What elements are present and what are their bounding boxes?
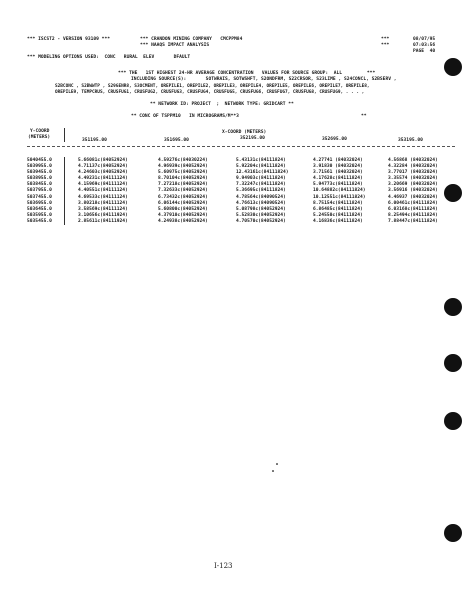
table-cell: 4.24938c(84052924) (158, 218, 208, 224)
y-value: 5035455.0 (27, 218, 52, 224)
table-cell: 4.24603c(84052924) (78, 170, 128, 176)
concentration-units: ** CONC OF TSPPM10 IN MICROGRAMS/M**3 (131, 114, 239, 119)
page-footer: I-123 (214, 562, 233, 570)
xcoord-header: X-COORD (METERS) (222, 130, 267, 135)
table-cell: 7.27218c(84052924) (158, 182, 208, 188)
scan-speck (276, 463, 278, 465)
ycoord-header: Y-COORD (30, 129, 50, 134)
table-cell: 4.70570c(84052924) (236, 218, 286, 224)
table-cell: 6.03168c(84111824) (388, 206, 438, 212)
table-cell: 3.91830 (84032024) (313, 164, 363, 170)
y-value: 5035955.0 (27, 212, 52, 218)
table-cell: 4.17628c(84111824) (313, 176, 363, 182)
table-cell: 4.59276c(84030224) (158, 158, 208, 163)
table-cell: 3.77017 (84032024) (388, 170, 438, 176)
table-cell: 4.71137c(84052924) (78, 164, 128, 170)
table-cell: 4.16836c(84111824) (313, 218, 363, 224)
table-cell: 5.52830c(84052924) (236, 212, 286, 218)
row-separator (64, 157, 65, 225)
concentration-units-stars: ** (361, 114, 367, 119)
source-list-line-3: OREPILE9, TEMPCRUS, CRUSFUG1, CRUSFUG2, CRUSFUG3, CRUSFUG4, CRUSFUG5, CRUSFUG6, CRUSFUG7, CRUSFUG8, CRUSFUG9, . . . , (55, 90, 365, 95)
x-value-5: 353195.00 (398, 138, 423, 143)
y-value: 5038955.0 (27, 176, 52, 182)
table-cell: 3.80218c(84111124) (78, 200, 128, 206)
x-value-3: 352195.00 (240, 136, 265, 141)
table-cell: 5.60800c(84052924) (158, 206, 208, 212)
table-cell: 12.43161c(84111824) (236, 170, 289, 176)
table-cell: 7.88447c(84111824) (388, 218, 438, 224)
data-column-2 (158, 158, 208, 225)
table-cell: 5.60975c(84052924) (158, 170, 208, 176)
punch-hole (444, 184, 462, 202)
table-cell: 5.43131c(84111824) (236, 158, 286, 163)
source-list-line-2: S2BCONC , S2BWWTP , S29GENR8, S3OCMENT, OREPILE1, OREPILE2, OREPILE3, OREPILE4, OREPILE5, OREPILE6, OREPILE7, OREPILE8, (55, 84, 370, 89)
table-cell: 4.49231c(84111124) (78, 176, 128, 182)
analysis-title: *** NAAQS IMPACT ANALYSIS (140, 43, 210, 48)
table-cell: 7.32633c(84052924) (158, 188, 208, 194)
table-cell: 8.70104c(84052924) (158, 176, 208, 182)
scan-speck (272, 470, 274, 472)
table-cell: 3.20669 (84032024) (388, 182, 438, 188)
y-value: 5040455.0 (27, 158, 52, 163)
punch-hole (444, 524, 462, 542)
network-info: ** NETWORK ID: PROJECT ; NETWORK TYPE: GRIDCART ** (150, 102, 294, 107)
header-rule (27, 146, 455, 147)
table-cell: 8.75154c(84111824) (313, 200, 363, 206)
table-cell: 4.96939c(84052924) (158, 164, 208, 170)
table-cell: 6.06144c(84052924) (158, 200, 208, 206)
program-version: *** ISCST2 - VERSION 93109 *** (27, 37, 110, 42)
table-cell: 3.10656c(84111924) (78, 212, 128, 218)
table-cell: 8.25494c(84111824) (388, 212, 438, 218)
table-cell: 4.76613c(84090524) (236, 200, 286, 206)
table-cell: 3.35574 (84032024) (388, 176, 438, 182)
x-value-2: 351695.00 (164, 138, 189, 143)
y-value: 5037455.0 (27, 194, 52, 200)
punch-hole (444, 298, 462, 316)
table-cell: 3.71561 (84032024) (313, 170, 363, 176)
header-separator (64, 128, 65, 142)
run-date: 08/07/95 (413, 37, 436, 42)
modeling-options: *** MODELING OPTIONS USED: CONC RURAL ELEV DFAULT (27, 55, 191, 60)
table-cell: 4.32284 (84032024) (388, 164, 438, 170)
company-name: *** CRANDON MINING COMPANY CMCPPM84 (140, 37, 243, 42)
table-cell: 3.56916 (84032024) (388, 188, 438, 194)
table-cell: 4.46937 (84032024) (388, 194, 438, 200)
table-cell: 7.32247c(84111824) (236, 182, 286, 188)
data-column-1 (78, 158, 128, 225)
table-cell: 5.08798c(84052924) (236, 206, 286, 212)
y-value: 5037955.0 (27, 188, 52, 194)
x-value-4: 352695.00 (322, 137, 347, 142)
concentration-title: *** THE 1ST HIGHEST 24-HR AVERAGE CONCENTRATION VALUES FOR SOURCE GROUP: ALL *** (118, 71, 376, 76)
data-column-5 (388, 158, 438, 225)
meters-header: (METERS) (28, 135, 51, 140)
table-cell: 10.64882c(84111824) (313, 188, 366, 194)
y-value: 5039455.0 (27, 170, 52, 176)
table-cell: 9.94903c(84111824) (236, 176, 286, 182)
table-cell: 6.86485c(84111824) (313, 206, 363, 212)
data-column-4 (313, 158, 366, 225)
punch-hole (444, 58, 462, 76)
table-cell: 4.27741 (84032024) (313, 158, 363, 163)
source-list-line-1: INCLUDING SOURCE(S): SOTWRAIS, SOTWSHFT, S2ONDFRM, S22CRSOR, S23LIME , S24CONCL, S2BSERV , (131, 77, 397, 82)
y-value: 5036955.0 (27, 200, 52, 206)
page-number: PAGE 40 (413, 49, 436, 54)
y-value: 5038455.0 (27, 182, 52, 188)
data-column-3 (236, 158, 289, 225)
punch-hole (444, 354, 462, 372)
table-cell: 5.24550c(84111824) (313, 212, 363, 218)
table-cell: 2.85611c(84111924) (78, 218, 128, 224)
y-value: 5036455.0 (27, 206, 52, 212)
run-time: 07:03:56 (413, 43, 436, 48)
table-cell: 4.37910c(84052924) (158, 212, 208, 218)
x-value-1: 351195.00 (82, 138, 107, 143)
table-cell: 4.69533c(84111124) (78, 194, 128, 200)
y-value: 5039955.0 (27, 164, 52, 170)
y-coordinates (27, 158, 52, 225)
table-cell: 6.73432c(84052924) (158, 194, 208, 200)
punch-hole (444, 412, 462, 430)
header-stars-2: *** (381, 43, 390, 48)
table-cell: 4.15969c(84111124) (78, 182, 128, 188)
table-cell: 5.94773c(84111824) (313, 182, 363, 188)
table-cell: 10.12551c(84111824) (313, 194, 366, 200)
table-cell: 4.40551c(84111124) (78, 188, 128, 194)
table-cell: 5.36695c(84111824) (236, 188, 286, 194)
table-cell: 5.66081c(84052924) (78, 158, 128, 163)
table-cell: 6.00461c(84111824) (388, 200, 438, 206)
table-cell: 4.78564c(84090524) (236, 194, 286, 200)
table-cell: 3.58569c(84111124) (78, 206, 128, 212)
table-cell: 4.56868 (84032024) (388, 158, 438, 163)
header-stars-1: *** (381, 37, 390, 42)
table-cell: 5.92204c(84111824) (236, 164, 286, 170)
